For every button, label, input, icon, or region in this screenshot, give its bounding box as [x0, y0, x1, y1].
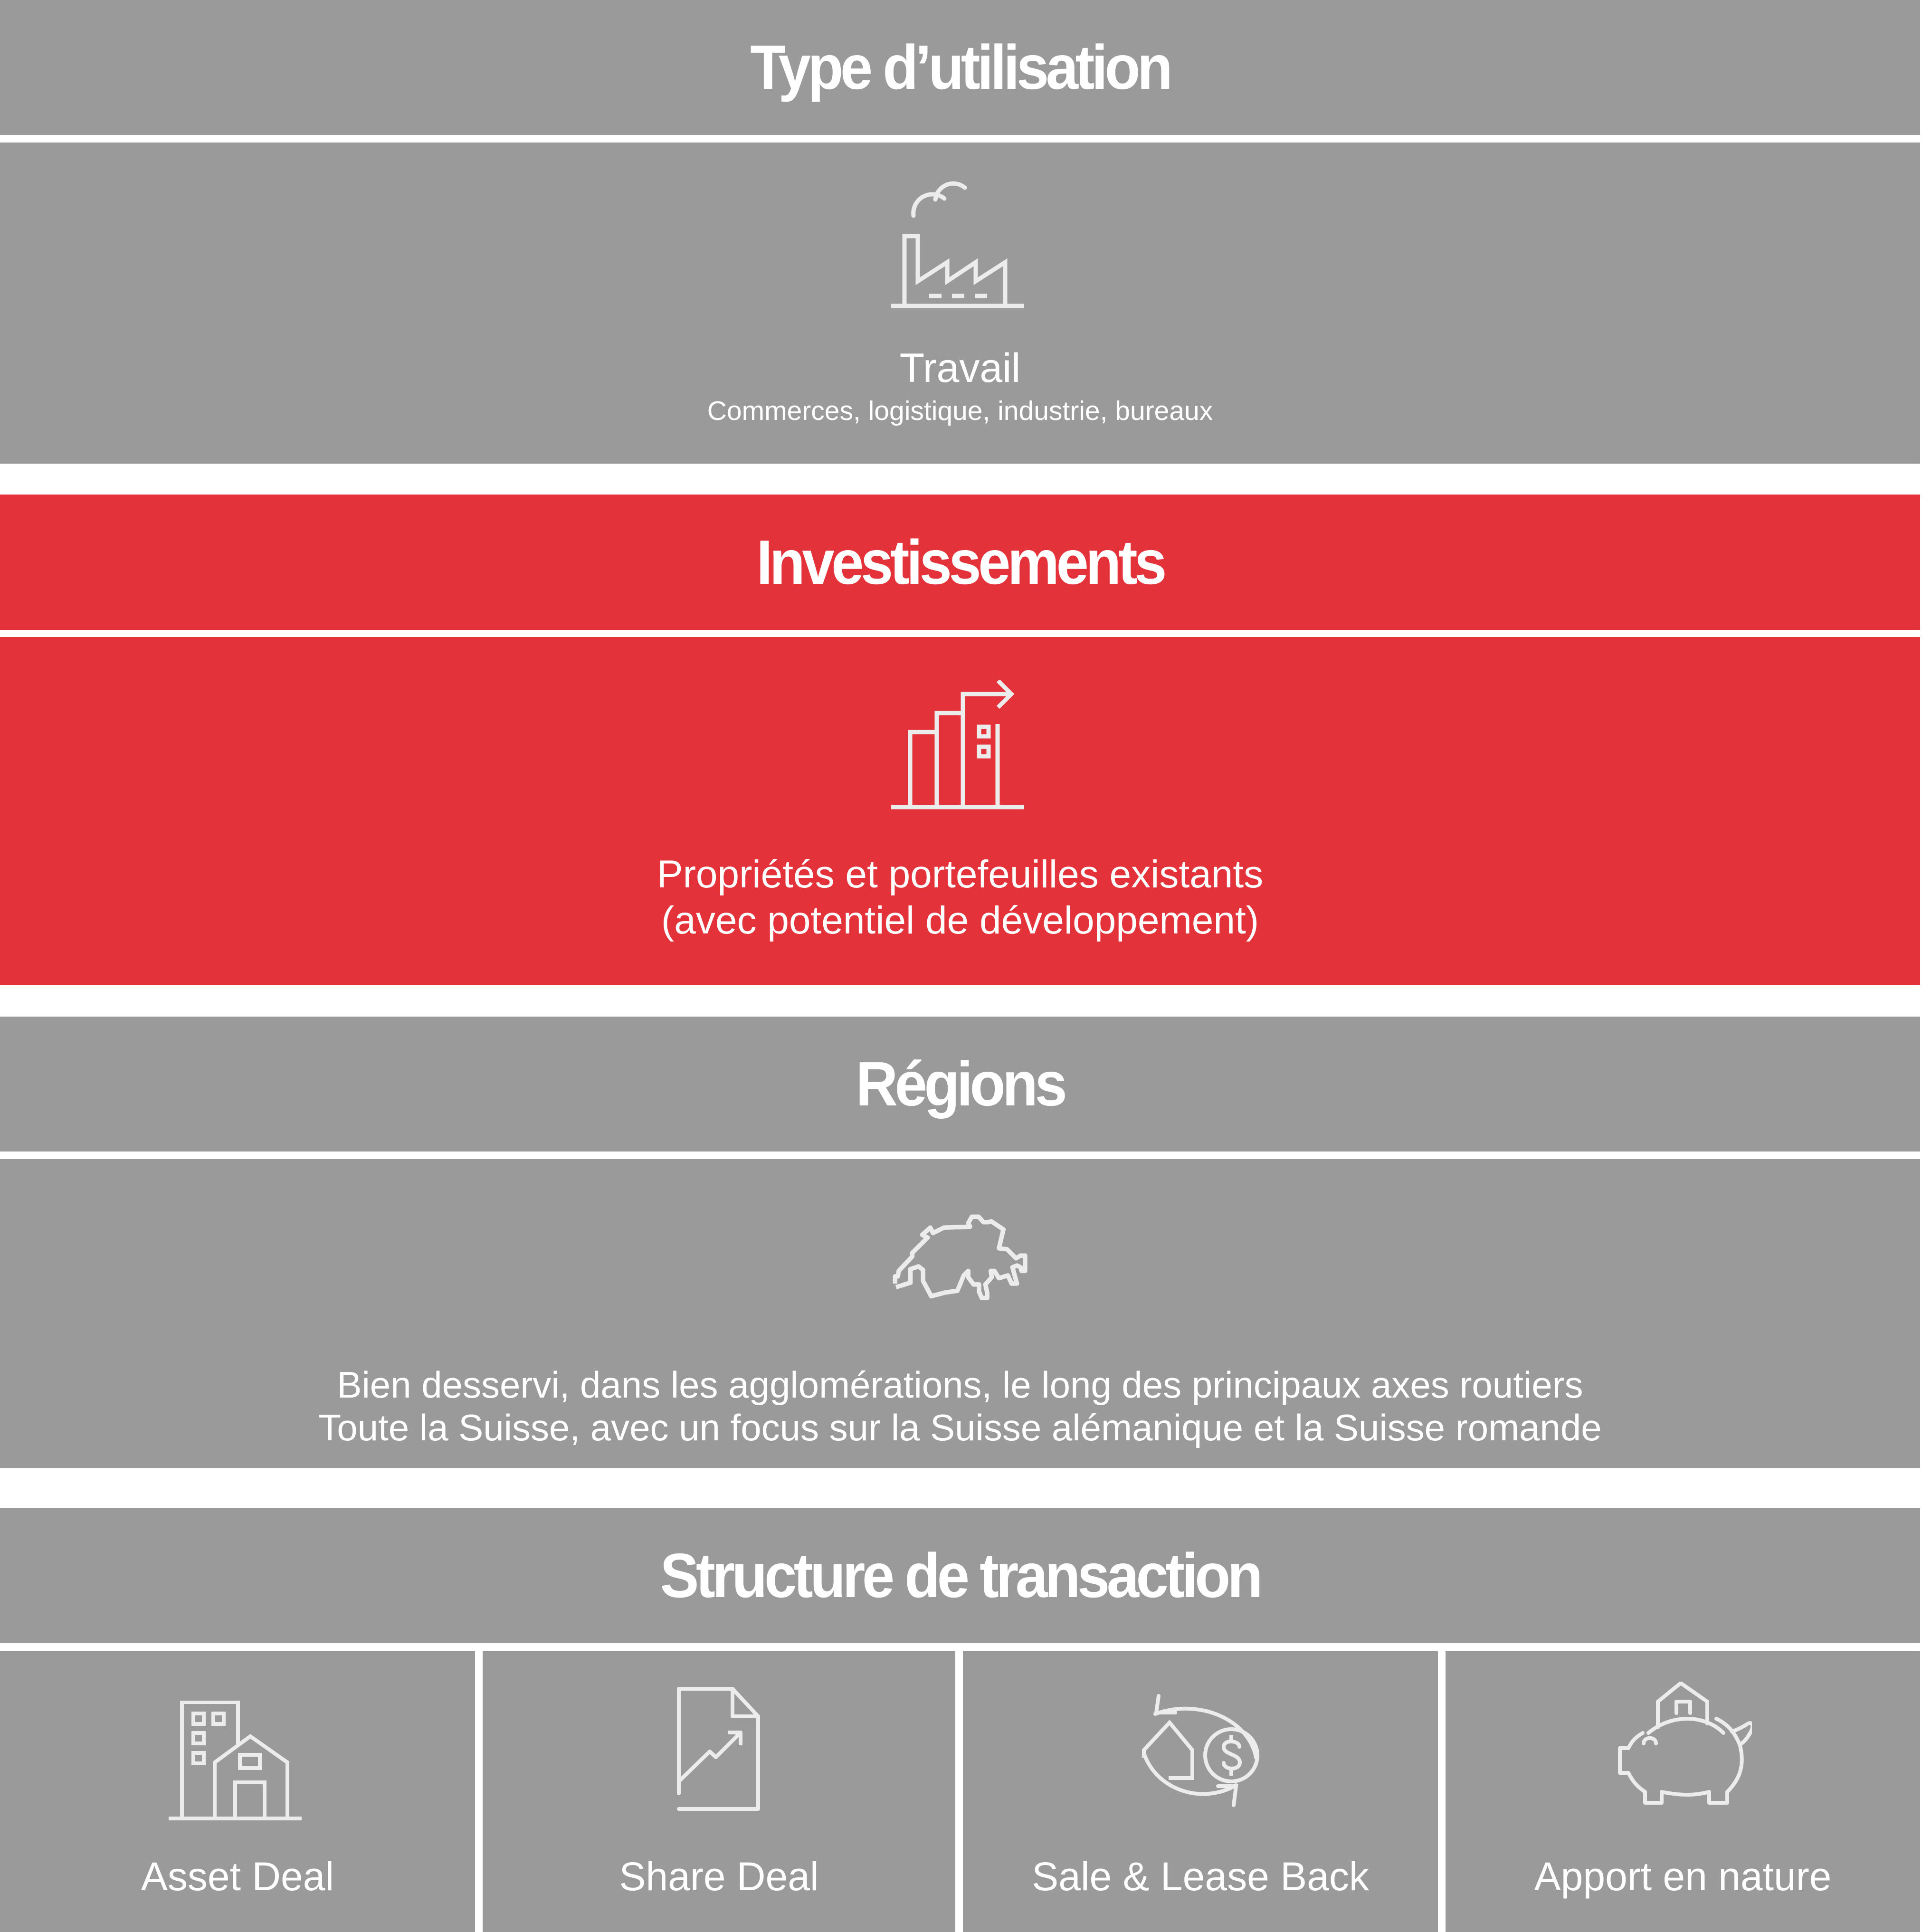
regions-title: Régions — [856, 1049, 1065, 1119]
asset-deal-label: Asset Deal — [141, 1854, 334, 1899]
house-money-exchange-icon — [1136, 1691, 1265, 1812]
transaction-item-asset-deal — [0, 1651, 475, 1932]
factory-icon — [891, 172, 1029, 310]
regions-panel — [0, 1159, 1920, 1468]
transaction-item-sale-lease-back — [963, 1651, 1438, 1932]
transaction-item-apport-en-nature — [1446, 1651, 1920, 1932]
transaction-title: Structure de transaction — [660, 1541, 1260, 1610]
transaction-header — [0, 1508, 1920, 1643]
building-growth-icon — [891, 680, 1029, 813]
transaction-item-share-deal — [483, 1651, 955, 1932]
investments-panel — [0, 637, 1920, 985]
investments-header — [0, 495, 1920, 630]
sale-lease-back-label: Sale & Lease Back — [1032, 1854, 1369, 1899]
document-chart-icon — [672, 1686, 767, 1817]
share-deal-label: Share Deal — [619, 1854, 819, 1899]
regions-line2: Toute la Suisse, avec un focus sur la Suisse alémanique et la Suisse romande — [318, 1407, 1602, 1448]
usage-header — [0, 0, 1920, 135]
usage-panel — [0, 143, 1920, 464]
investments-line2: (avec potentiel de développement) — [661, 899, 1259, 942]
usage-title: Type d’utilisation — [750, 32, 1170, 102]
regions-header — [0, 1017, 1920, 1152]
apport-en-nature-label: Apport en nature — [1534, 1854, 1832, 1899]
usage-item-title: Travail — [899, 345, 1021, 391]
investments-title: Investissements — [756, 527, 1164, 597]
usage-item-subtitle: Commerces, logistique, industrie, bureaux — [707, 396, 1213, 426]
buildings-icon — [169, 1701, 306, 1827]
regions-line1: Bien desservi, dans les agglomérations, le long des principaux axes routiers — [337, 1364, 1583, 1406]
switzerland-map-icon — [889, 1211, 1031, 1306]
investments-line1: Propriétés et portefeuilles existants — [657, 853, 1264, 896]
piggy-bank-house-icon — [1614, 1682, 1752, 1812]
